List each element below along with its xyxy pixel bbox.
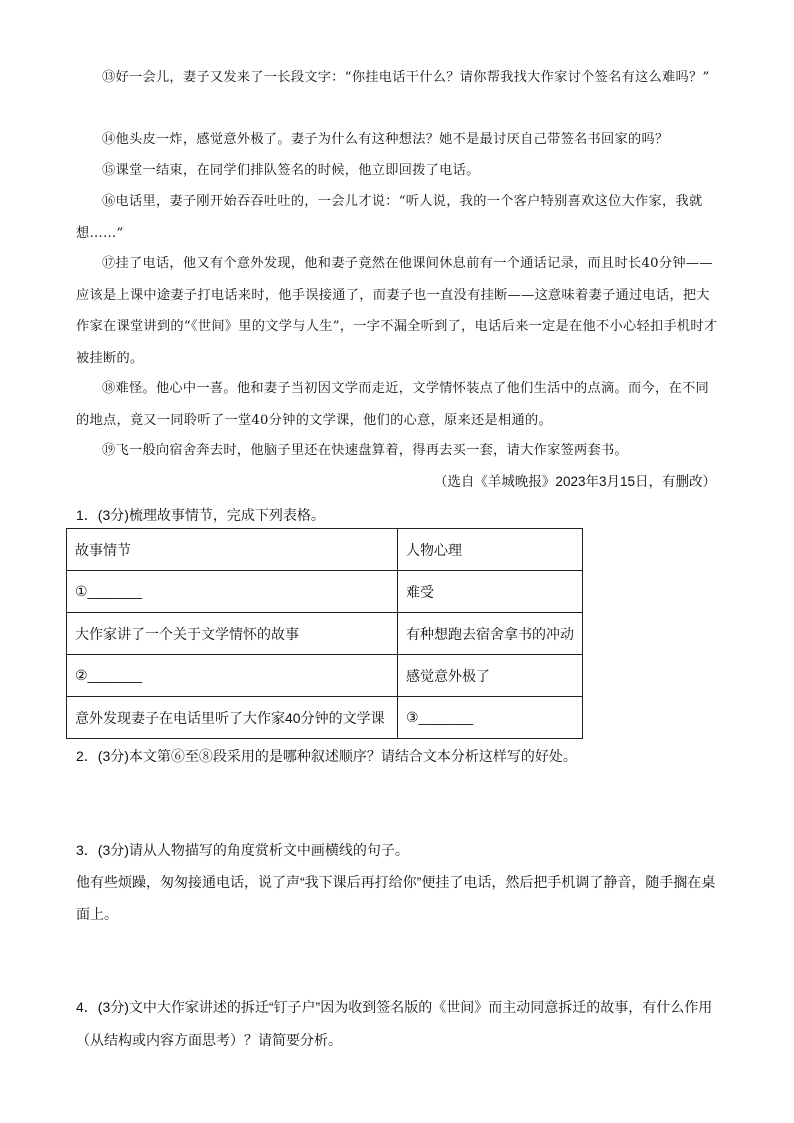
table-header-row	[67, 529, 583, 571]
passage-text: ⑮课堂一结束，在同学们排队签名的时候，他立即回拨了电话。	[102, 163, 480, 178]
table-cell: ①_______	[67, 571, 398, 613]
table-header-mind: 人物心理	[398, 529, 583, 571]
question-3: 3．(3分)请从人物描写的角度赏析文中画横线的句子。	[76, 842, 409, 858]
table-cell: 难受	[398, 571, 583, 613]
table-header-plot: 故事情节	[67, 529, 398, 571]
passage-text: ⑭他头皮一炸，感觉意外极了。妻子为什么有这种想法？她不是最讨厌自己带签名书回家的吗？	[102, 132, 669, 147]
passage-text: ⑬好一会儿，妻子又发来了一长段文字：“你挂电话干什么？请你帮我找大作家讨个签名有这么难吗？”	[102, 70, 710, 85]
table-row	[67, 571, 583, 613]
passage-text: ⑯电话里，妻子刚开始吞吞吐吐的，一会儿才说：“听人说，我的一个客户特别喜欢这位大作家，我就想……”	[76, 194, 703, 241]
source-note: （选自《羊城晚报》2023年3月15日，有删改）	[433, 474, 716, 489]
table-cell: 有种想跑去宿舍拿书的冲动	[398, 613, 583, 655]
table-cell: 大作家讲了一个关于文学情怀的故事	[67, 613, 398, 655]
question-1: 1．(3分)梳理故事情节，完成下列表格。	[76, 507, 325, 523]
passage-para-13	[76, 62, 718, 94]
passage-text: ⑱难怪。他心中一喜。他和妻子当初因文学而走近，文学情怀装点了他们生活中的点滴。而今，在不同的地点，竟又一同聆听了一堂40分钟的文学课，他们的心意，原来还是相通的。	[76, 381, 709, 428]
passage-para-17	[76, 248, 718, 374]
passage-para-14	[76, 124, 718, 156]
table-cell: ③_______	[398, 697, 583, 739]
table-cell: ②_______	[67, 655, 398, 697]
question-2: 2．(3分)本文第⑥至⑧段采用的是哪种叙述顺序？请结合文本分析这样写的好处。	[76, 748, 577, 764]
passage-para-18	[76, 373, 718, 436]
passage-text: ⑰挂了电话，他又有个意外发现，他和妻子竟然在他课间休息前有一个通话记录，而且时长40分钟——应该是上课中途妻子打电话来时，他手误接通了，而妻子也一直没有挂断——这意味着妻子通过电话，把大作家在课堂讲到的“《世间》里的文学与人生”，一字不漏全听到了，电话后来一定是在他不小心轻扣手机时才被挂断的。	[76, 256, 718, 366]
table-row	[67, 613, 583, 655]
table-cell: 意外发现妻子在电话里听了大作家40分钟的文学课	[67, 697, 398, 739]
table-row	[67, 697, 583, 739]
plot-table	[66, 528, 583, 739]
passage-text: ⑲飞一般向宿舍奔去时，他脑子里还在快速盘算着，得再去买一套，请大作家签两套书。	[102, 443, 629, 458]
question-4: 4．(3分)文中大作家讲述的拆迁“钉子户”因为收到签名版的《世间》而主动同意拆迁的故事，有什么作用（从结构或内容方面思考）？请简要分析。	[76, 999, 713, 1048]
passage-para-15	[76, 155, 718, 187]
table-cell: 感觉意外极了	[398, 655, 583, 697]
question-3-quote: 他有些烦躁，匆匆接通电话，说了声“我下课后再打给你”便挂了电话，然后把手机调了静音，随手搁在桌面上。	[76, 874, 716, 922]
passage-para-19	[76, 435, 718, 467]
table-row	[67, 655, 583, 697]
passage-para-16	[76, 186, 718, 249]
